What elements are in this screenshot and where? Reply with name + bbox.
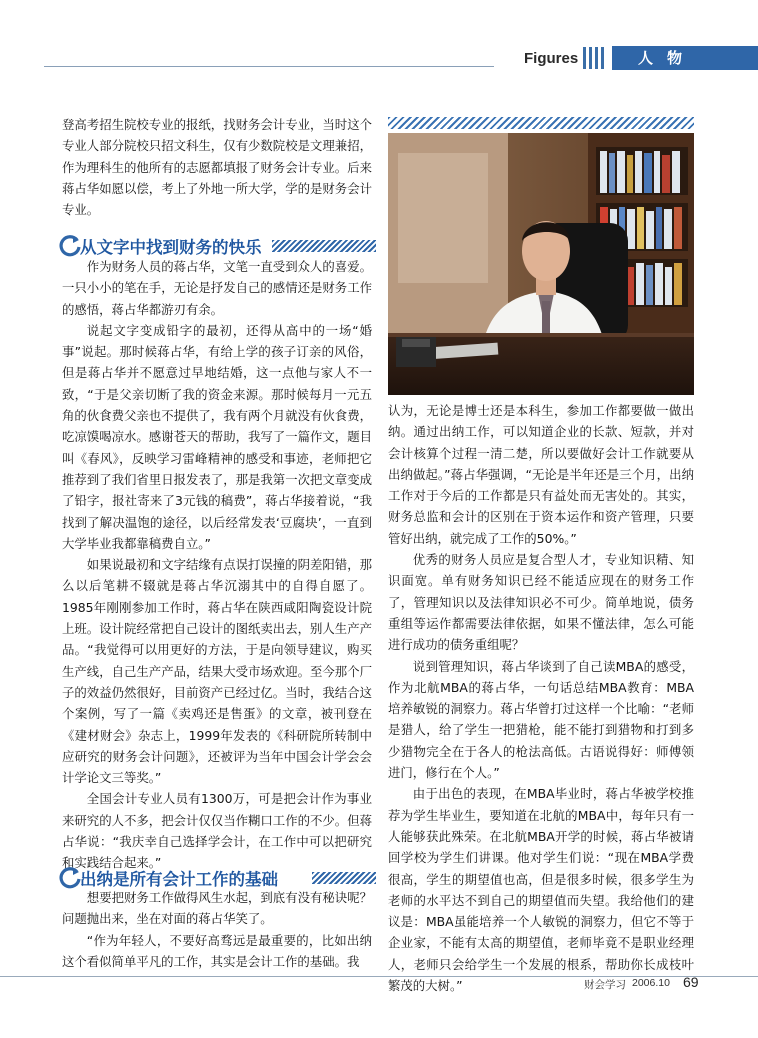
page-header bbox=[0, 44, 758, 74]
right-paragraph: 说到管理知识，蒋占华谈到了自己读MBA的感受，作为北航MBA的蒋占华，一句话总结MBA教育：MBA培养敏锐的洞察力。蒋占华曾打过这样一个比喻：“老师是猎人，给了学生一把猎枪，能不能打到猎物和打到多少猎物完全在于各人的枪法高低。古语说得好：师傅领进门，修行在个人。” bbox=[388, 658, 694, 781]
section1-hatch-bar bbox=[272, 240, 376, 252]
section2-title: 出纳是所有会计工作的基础 bbox=[80, 870, 278, 889]
right-paragraph: 优秀的财务人员应是复合型人才，专业知识精、知识面宽。单有财务知识已经不能适应现在的财务工作了，管理知识以及法律知识必不可少。简单地说，债务重组等运作都需要法律依据，如果不懂法律，怎么可能进行成功的债务重组呢？ bbox=[388, 552, 694, 653]
section1-paragraph: 作为财务人员的蒋占华，文笔一直受到众人的喜爱。一只小小的笔在手，无论是抒发自己的感情还是财务工作的感悟，蒋占华都游刃有余。 bbox=[62, 259, 372, 317]
right-paragraph: 由于出色的表现，在MBA毕业时，蒋占华被学校推荐为学生毕业生，要知道在北航的MBA中，每年只有一人能够获此殊荣。在北航MBA开学的时候，蒋占华被请回学校为学生们讲课。他对学生们说：“现在MBA学费很高，学生的期望值也高，但是很多时候，很多学生为老师的水平达不到自己的期望值而失望。我给他们的建议是：MBA虽能培养一个人敏锐的洞察力，但它不等于企业家，不能有太高的期望值，老师毕竟不是职业经理人，老师只会给学生一个发展的根系，帮助你长成枝叶繁茂的大树。” bbox=[388, 786, 694, 994]
section1-paragraph: 全国会计专业人员有1300万，可是把会计作为事业来研究的人不多，把会计仅仅当作糊口工作的不少。但蒋占华说：“我庆幸自己选择学会计，在工作中可以把研究和实践结合起来。” bbox=[62, 791, 372, 871]
header-rule bbox=[44, 66, 494, 67]
photo-hatch-band bbox=[388, 117, 694, 129]
circular-arrow-icon bbox=[58, 865, 82, 889]
office-portrait-illustration bbox=[388, 133, 694, 395]
section1-title: 从文字中找到财务的快乐 bbox=[80, 238, 262, 257]
section-label-cn: 人物 bbox=[612, 46, 758, 70]
section1-body bbox=[62, 256, 372, 874]
vertical-bars-icon bbox=[583, 47, 607, 69]
circular-arrow-icon bbox=[58, 233, 82, 257]
portrait-photo bbox=[388, 133, 694, 395]
page-number: 69 bbox=[683, 974, 699, 990]
section2-body bbox=[62, 887, 372, 972]
footer-journal: 财会学习 bbox=[584, 979, 626, 991]
footer-issue: 2006.10 bbox=[632, 977, 670, 989]
section2-paragraph: 想要把财务工作做得风生水起，到底有没有秘诀呢？问题抛出来，坐在对面的蒋占华笑了。 bbox=[62, 890, 372, 927]
section1-paragraph: 如果说最初和文字结缘有点误打误撞的阴差阳错，那么以后笔耕不辍就是蒋占华沉溺其中的自得自愿了。1985年刚刚参加工作时，蒋占华在陕西咸阳陶瓷设计院上班。设计院经常把自己设计的图纸卖出去，别人生产产品。“我觉得可以用更好的方法，于是向领导建议，购买生产线，自己生产产品，结果大受市场欢迎。至今那个厂子的效益仍然很好，目前资产已经过亿。当时，我结合这个案例，写了一篇《卖鸡还是售蛋》的文章，被刊登在《建材财会》杂志上，1999年发表的《科研院所转制中应研究的财务会计问题》，还被评为当年中国会计学会会计学论文三等奖。” bbox=[62, 557, 372, 786]
intro-paragraph: 登高考招生院校专业的报纸，找财务会计专业，当时这个专业人部分院校只招文科生，仅有少数院校是文理兼招，作为理科生的他所有的志愿都填报了财务会计专业。后来蒋占华如愿以偿，考上了外地一所大学，学的是财务会计专业。 bbox=[62, 117, 372, 218]
section2-hatch-bar bbox=[312, 872, 376, 884]
section-label-en: Figures bbox=[524, 50, 579, 67]
section1-paragraph: 说起文字变成铅字的最初，还得从高中的一场“婚事”说起。那时候蒋占华，有给上学的孩子订亲的风俗，但是蒋占华并不愿意过早地结婚，这一点他与家人不一致，“于是父亲切断了我的资金来源。那时候每月一元五角的伙食费父亲也不提供了，我有两个月就没有伙食费，吃凉馍喝凉水。感谢苍天的帮助，我写了一篇作文，题目叫《春风》，反映学习雷峰精神的感受和事迹，老师把它推荐到了我们省里日报发表了，那是我第一次把文章变成了铅字，报社寄来了3元钱的稿费”，蒋占华接着说，“我找到了解决温饱的途径，以后经常发表‘豆腐块’，一直到大学毕业我都靠稿费自立。” bbox=[62, 322, 372, 551]
section2-paragraph: “作为年轻人，不要好高骛远是最重要的，比如出纳这个看似简单平凡的工作，其实是会计工作的基础。我 bbox=[62, 932, 372, 969]
intro-text bbox=[62, 114, 372, 220]
right-column-body bbox=[388, 400, 694, 996]
section1-heading bbox=[58, 232, 376, 258]
right-paragraph: 认为，无论是博士还是本科生，参加工作都要做一做出纳。通过出纳工作，可以知道企业的长款、短款，并对会计核算个过程一清二楚，所以要做好会计工作就要从出纳做起。”蒋占华强调，“无论是半年还是三个月，出纳工作对于今后的工作都是只有益处而无害处的。其实，财务总监和会计的区别在于资本运作和资产管理，只要管好出纳，就完成了工作的50%。” bbox=[388, 403, 694, 546]
